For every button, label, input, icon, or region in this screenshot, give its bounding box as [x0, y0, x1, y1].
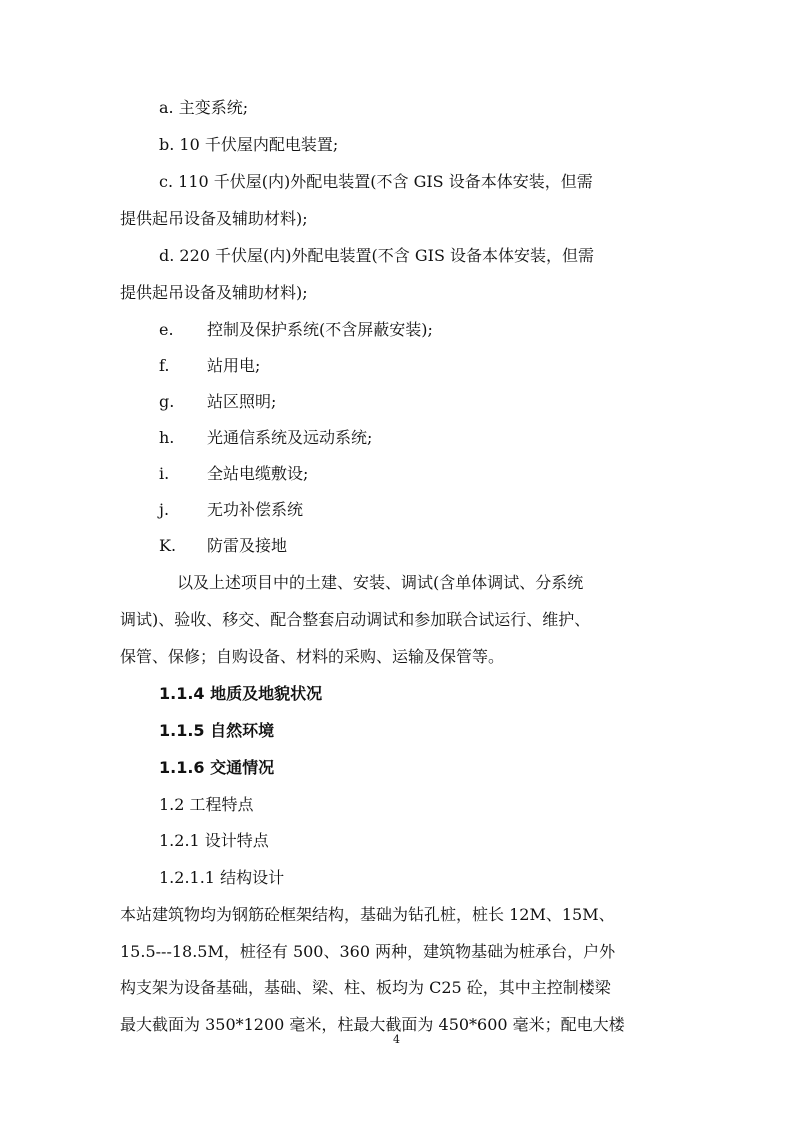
- list-item-i-text: 全站电缆敷设;: [207, 464, 309, 483]
- list-item-f-text: 站用电;: [207, 356, 261, 375]
- list-item-k-text: 防雷及接地: [207, 536, 288, 555]
- heading-1-2-1: 1.2.1 设计特点: [159, 831, 269, 850]
- list-item-e-label: e.: [159, 320, 174, 339]
- list-item-i-label: i.: [159, 464, 170, 483]
- list-item-j-text: 无功补偿系统: [207, 500, 304, 519]
- list-item-h-label: h.: [159, 428, 175, 447]
- list-item-b: b. 10 千伏屋内配电装置;: [159, 135, 339, 154]
- scope-paragraph-line-3: 保管、保修；自购设备、材料的采购、运输及保管等。: [120, 647, 505, 666]
- heading-1-2: 1.2 工程特点: [159, 795, 254, 814]
- list-item-g-label: g.: [159, 392, 175, 411]
- list-item-k-label: K.: [159, 536, 177, 555]
- list-item-h-text: 光通信系统及远动系统;: [207, 428, 373, 447]
- list-item-c: c. 110 千伏屋(内)外配电装置(不含 GIS 设备本体安装，但需: [159, 172, 593, 191]
- heading-1-1-6: 1.1.6 交通情况: [159, 758, 275, 777]
- list-item-a: a. 主变系统;: [159, 98, 249, 117]
- page-number: 4: [393, 1033, 400, 1046]
- scope-paragraph-line-1: 以及上述项目中的土建、安装、调试(含单体调试、分系统: [177, 573, 584, 592]
- list-item-g-text: 站区照明;: [207, 392, 277, 411]
- list-item-c-continuation: 提供起吊设备及辅助材料);: [120, 209, 308, 228]
- structure-paragraph-line-1: 本站建筑物均为钢筋砼框架结构，基础为钻孔桩，桩长 12M、15M、: [120, 905, 615, 924]
- list-item-f-label: f.: [159, 356, 170, 375]
- structure-paragraph-line-4: 最大截面为 350*1200 毫米，柱最大截面为 450*600 毫米；配电大楼: [120, 1015, 625, 1034]
- list-item-d-continuation: 提供起吊设备及辅助材料);: [120, 283, 308, 302]
- list-item-j-label: j.: [159, 500, 170, 519]
- heading-1-1-5: 1.1.5 自然环境: [159, 721, 275, 740]
- structure-paragraph-line-3: 构支架为设备基础，基础、梁、柱、板均为 C25 砼，其中主控制楼梁: [120, 978, 611, 997]
- heading-1-2-1-1: 1.2.1.1 结构设计: [159, 868, 285, 887]
- list-item-d: d. 220 千伏屋(内)外配电装置(不含 GIS 设备本体安装，但需: [159, 246, 595, 265]
- heading-1-1-4: 1.1.4 地质及地貌状况: [159, 684, 323, 703]
- structure-paragraph-line-2: 15.5---18.5M，桩径有 500、360 两种，建筑物基础为桩承台，户外: [120, 942, 616, 961]
- scope-paragraph-line-2: 调试)、验收、移交、配合整套启动调试和参加联合试运行、维护、: [120, 610, 591, 629]
- list-item-e-text: 控制及保护系统(不含屏蔽安装);: [207, 320, 433, 339]
